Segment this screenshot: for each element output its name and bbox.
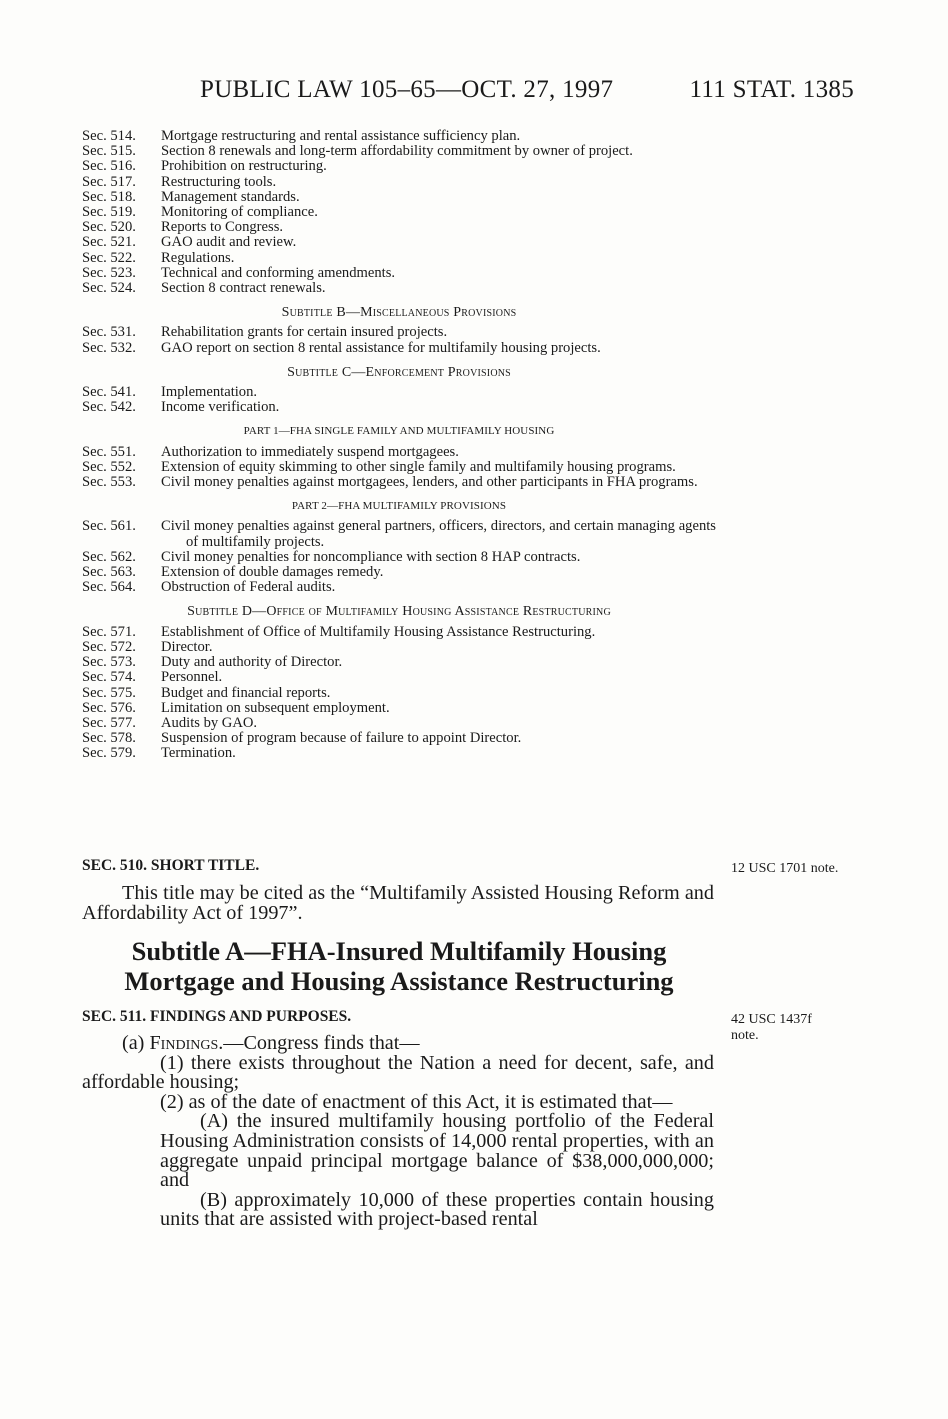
toc-group-part-1	[82, 445, 716, 491]
toc-entry-title: Authorization to immediately suspend mortgagees.	[161, 443, 459, 460]
toc-entry-number: Sec. 552.	[82, 458, 136, 475]
toc-entry-number: Sec. 579.	[82, 745, 136, 762]
toc-entry-number: Sec. 520.	[82, 219, 136, 236]
toc-entry-title: Rehabilitation grants for certain insured projects.	[161, 324, 448, 341]
toc-entry	[82, 400, 716, 415]
toc-entry	[82, 550, 716, 565]
toc-entry-title: Mortgage restructuring and rental assistance sufficiency plan.	[161, 128, 521, 144]
toc-entry	[82, 686, 716, 701]
toc-entry-title: Monitoring of compliance.	[161, 204, 318, 221]
toc-group-subtitle-d	[82, 625, 716, 762]
toc-entry	[82, 235, 716, 250]
toc-entry	[82, 159, 716, 174]
findings-intro: .—Congress finds that—	[218, 1032, 420, 1054]
toc-entry	[82, 341, 716, 356]
findings-caption: Findings	[149, 1032, 219, 1054]
toc-entry	[82, 625, 716, 640]
toc-entry	[82, 445, 716, 460]
subtitle-a-heading: Subtitle A—FHA-Insured Multifamily Housing Mortgage and Housing Assistance Restructuring	[124, 936, 674, 996]
toc-entry-number: Sec. 541.	[82, 384, 136, 401]
toc-subtitle-c-heading: Subtitle C—Enforcement Provisions	[287, 364, 511, 380]
toc-entry	[82, 519, 716, 549]
toc-entry-title: Reports to Congress.	[161, 219, 284, 236]
section-511-heading: SEC. 511. FINDINGS AND PURPOSES.	[82, 1008, 352, 1025]
toc-entry-number: Sec. 518.	[82, 188, 136, 205]
toc-entry-number: Sec. 553.	[82, 474, 136, 491]
toc-entry-title: Civil money penalties for noncompliance with section 8 HAP contracts.	[161, 548, 581, 565]
toc-entry	[82, 385, 716, 400]
toc-part-2-heading: PART 2—FHA MULTIFAMILY PROVISIONS	[291, 500, 507, 513]
section-511-body	[82, 1034, 714, 1230]
toc-entry-title: Restructuring tools.	[161, 173, 277, 190]
toc-entry	[82, 129, 716, 144]
toc-entry-number: Sec. 577.	[82, 714, 136, 731]
section-510-margin-note: 12 USC 1701 note.	[731, 861, 839, 876]
toc-entry-number: Sec. 571.	[82, 623, 136, 640]
finding-2-B: (B) approximately 10,000 of these properties contain housing units that are assisted with project-based rental	[160, 1188, 714, 1231]
toc-entry-title: Obstruction of Federal audits.	[161, 579, 336, 596]
toc-entry	[82, 144, 716, 159]
toc-entry-number: Sec. 576.	[82, 699, 136, 716]
section-510-text: This title may be cited as the “Multifamily Assisted Housing Reform and Affordability Act of 1997”.	[82, 882, 714, 924]
toc-entry-number: Sec. 532.	[82, 339, 136, 356]
toc-entry	[82, 716, 716, 731]
toc-entry-number: Sec. 524.	[82, 280, 136, 297]
toc-subtitle-b-heading: Subtitle B—Miscellaneous Provisions	[281, 305, 517, 321]
toc-group-subtitle-b	[82, 325, 716, 355]
toc-entry-title: GAO report on section 8 rental assistance for multifamily housing projects.	[161, 339, 601, 356]
toc-entry-title: Technical and conforming amendments.	[161, 264, 396, 281]
toc-entry-number: Sec. 574.	[82, 669, 136, 686]
toc-entry-title: Director.	[161, 638, 213, 655]
toc-entry-title: Termination.	[161, 745, 236, 762]
finding-1: (1) there exists throughout the Nation a need for decent, safe, and affordable housing;	[82, 1051, 714, 1094]
toc-entry	[82, 731, 716, 746]
toc-entry-title: Civil money penalties against mortgagees, lenders, and other participants in FHA programs.	[161, 474, 698, 491]
toc-entry-title: Audits by GAO.	[161, 714, 258, 731]
toc-entry-number: Sec. 551.	[82, 443, 136, 460]
toc-entry	[82, 640, 716, 655]
toc-entry-title: Personnel.	[161, 669, 223, 686]
toc-entry	[82, 251, 716, 266]
section-511-margin-note: 42 USC 1437f note.	[731, 1012, 812, 1043]
toc-entry-title: Section 8 renewals and long-term affordability commitment by owner of project.	[161, 143, 633, 160]
toc-entry-number: Sec. 572.	[82, 638, 136, 655]
toc-entry	[82, 205, 716, 220]
toc-entry-number: Sec. 561.	[82, 518, 136, 535]
toc-entry-number: Sec. 531.	[82, 324, 136, 341]
toc-entry-title: Duty and authority of Director.	[161, 654, 343, 671]
toc-entry	[82, 701, 716, 716]
finding-2-A: (A) the insured multifamily housing portfolio of the Federal Housing Administration consists of 14,000 rental properties, with an aggregate unpaid principal mortgage balance of $38,000,000,000; and	[160, 1110, 714, 1192]
toc-entry	[82, 281, 716, 296]
toc-entry-title: Prohibition on restructuring.	[161, 158, 327, 175]
toc-entry	[82, 580, 716, 595]
toc-entry-number: Sec. 517.	[82, 173, 136, 190]
toc-entry-title: Regulations.	[161, 249, 235, 266]
toc-entry-number: Sec. 563.	[82, 564, 136, 581]
toc-entry-number: Sec. 562.	[82, 548, 136, 565]
toc-entry-number: Sec. 521.	[82, 234, 136, 251]
toc-part-1-heading: PART 1—FHA SINGLE FAMILY AND MULTIFAMILY HOUSING	[243, 425, 555, 438]
toc-entry-title: Implementation.	[161, 384, 258, 401]
toc-entry-title: Management standards.	[161, 188, 300, 205]
toc-entry-number: Sec. 519.	[82, 204, 136, 221]
toc-entry	[82, 175, 716, 190]
toc-entry	[82, 475, 716, 490]
toc-entry-number: Sec. 564.	[82, 579, 136, 596]
toc-group-part-2	[82, 519, 716, 595]
toc-group-subtitle-a	[82, 129, 716, 296]
header-law-title: PUBLIC LAW 105–65—OCT. 27, 1997	[200, 76, 614, 103]
toc-entry	[82, 220, 716, 235]
finding-2: (2) as of the date of enactment of this Act, it is estimated that—	[160, 1090, 673, 1113]
toc-entry-title: GAO audit and review.	[161, 234, 297, 251]
running-header	[200, 76, 854, 108]
toc-entry-number: Sec. 575.	[82, 684, 136, 701]
section-510-heading: SEC. 510. SHORT TITLE.	[82, 857, 260, 874]
toc-entry-title: Section 8 contract renewals.	[161, 280, 326, 297]
toc-entry-number: Sec. 514.	[82, 128, 136, 144]
toc-entry-title: Extension of double damages remedy.	[161, 564, 384, 581]
toc-entry	[82, 655, 716, 670]
findings-label: (a)	[122, 1032, 150, 1054]
toc-entry-title: Suspension of program because of failure to appoint Director.	[161, 730, 522, 747]
toc-entry-number: Sec. 515.	[82, 143, 136, 160]
toc-entry-title: Budget and financial reports.	[161, 684, 331, 701]
toc-entry-number: Sec. 542.	[82, 399, 136, 416]
toc-entry	[82, 565, 716, 580]
toc-entry-number: Sec. 578.	[82, 730, 136, 747]
toc-entry	[82, 325, 716, 340]
section-510-body	[82, 884, 714, 923]
toc-entry-title: Establishment of Office of Multifamily Housing Assistance Restructuring.	[161, 623, 596, 640]
toc-entry-number: Sec. 522.	[82, 249, 136, 266]
toc-entry	[82, 460, 716, 475]
toc-group-subtitle-c	[82, 385, 716, 415]
table-of-contents	[82, 129, 716, 762]
toc-entry	[82, 190, 716, 205]
toc-entry-title: Income verification.	[161, 399, 280, 416]
toc-entry	[82, 746, 716, 761]
toc-entry-number: Sec. 523.	[82, 264, 136, 281]
toc-entry	[82, 670, 716, 685]
toc-entry-title: Extension of equity skimming to other single family and multifamily housing programs.	[161, 458, 676, 475]
toc-entry	[82, 266, 716, 281]
header-stat-page: 111 STAT. 1385	[689, 76, 854, 103]
toc-entry-title: Limitation on subsequent employment.	[161, 699, 390, 716]
toc-entry-number: Sec. 516.	[82, 158, 136, 175]
toc-entry-title: Civil money penalties against general partners, officers, directors, and certain managing agents of multifamily projects.	[161, 518, 716, 550]
toc-subtitle-d-heading: Subtitle D—Office of Multifamily Housing Assistance Restructuring	[187, 604, 611, 620]
toc-entry-number: Sec. 573.	[82, 654, 136, 671]
findings-paragraph	[82, 1034, 714, 1054]
